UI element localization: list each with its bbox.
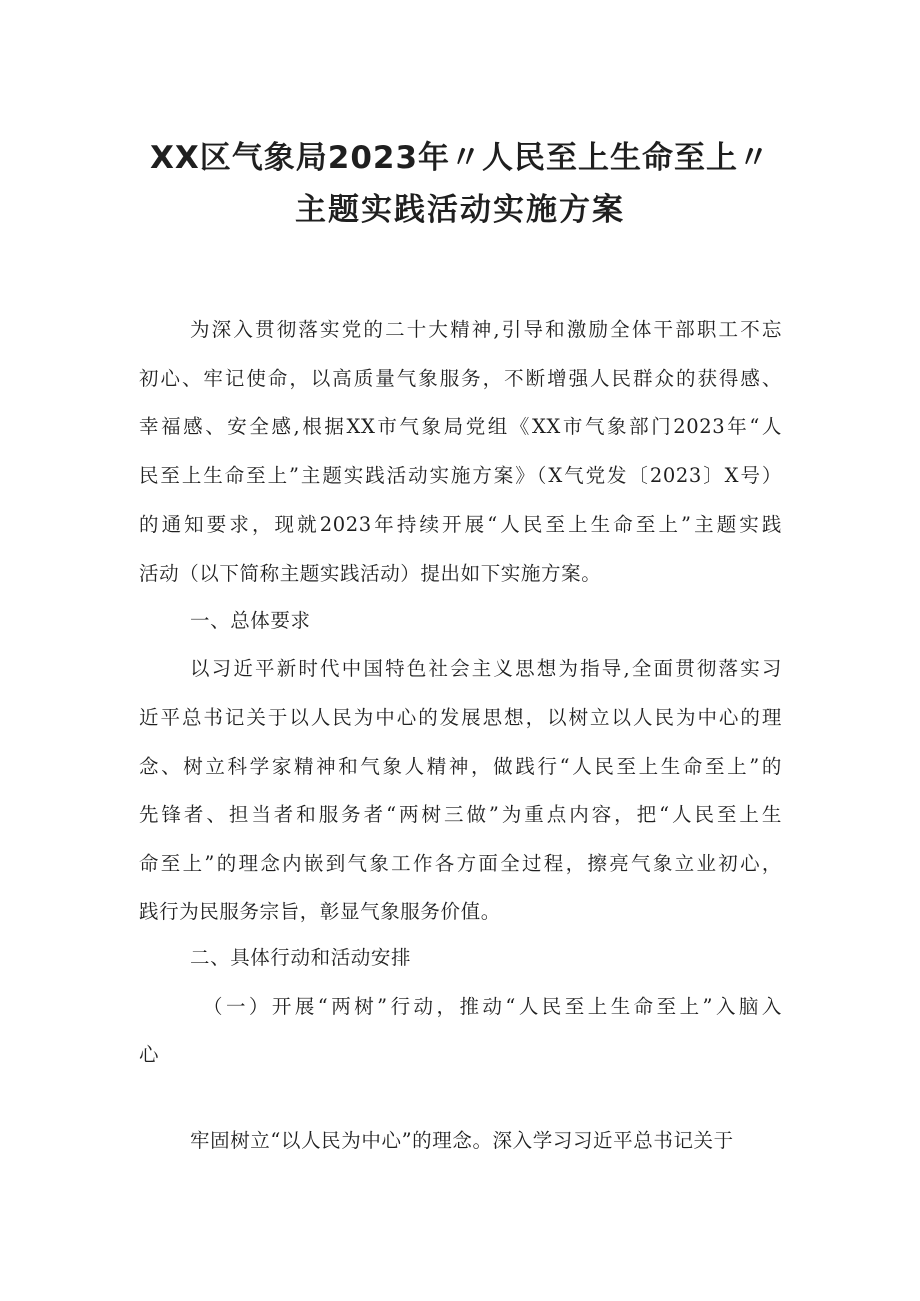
intro-line: 幸福感、安全感,根据XX市气象局党组《XX市气象部门2023年“人 (139, 415, 782, 438)
section1-line: 先锋者、担当者和服务者“两树三做”为重点内容，把“人民至上生 (139, 803, 782, 826)
paragraph-line: 牢固树立“以人民为中心”的理念。深入学习习近平总书记关于 (190, 1129, 734, 1152)
intro-line: 民至上生命至上”主题实践活动实施方案》（X气党发〔2023〕X号） (139, 464, 782, 487)
subsection-heading-line: 心 (139, 1043, 160, 1066)
document-title-line-1: XX区气象局2023年〃人民至上生命至上〃 (149, 140, 771, 176)
intro-line: 初心、牢记使命，以高质量气象服务，不断增强人民群众的获得感、 (139, 367, 782, 390)
subsection-heading-line: （一）开展“两树”行动，推动“人民至上生命至上”入脑入 (203, 995, 782, 1018)
section1-line: 念、树立科学家精神和气象人精神，做践行“人民至上生命至上”的 (139, 755, 782, 778)
section1-line: 命至上”的理念内嵌到气象工作各方面全过程，擦亮气象立业初心， (139, 852, 782, 875)
intro-line: 为深入贯彻落实党的二十大精神,引导和激励全体干部职工不忘 (190, 318, 782, 341)
section1-line: 践行为民服务宗旨，彰显气象服务价值。 (139, 900, 501, 923)
section-heading: 二、具体行动和活动安排 (190, 946, 412, 969)
section1-line: 以习近平新时代中国特色社会主义思想为指导,全面贯彻落实习 (190, 657, 782, 680)
intro-line: 的通知要求，现就2023年持续开展“人民至上生命至上”主题实践 (139, 513, 782, 536)
section-heading: 一、总体要求 (190, 609, 311, 632)
document-title-line-2: 主题实践活动实施方案 (295, 192, 625, 228)
section1-line: 近平总书记关于以人民为中心的发展思想，以树立以人民为中心的理 (139, 706, 782, 729)
intro-line: 活动（以下简称主题实践活动）提出如下实施方案。 (139, 562, 602, 585)
